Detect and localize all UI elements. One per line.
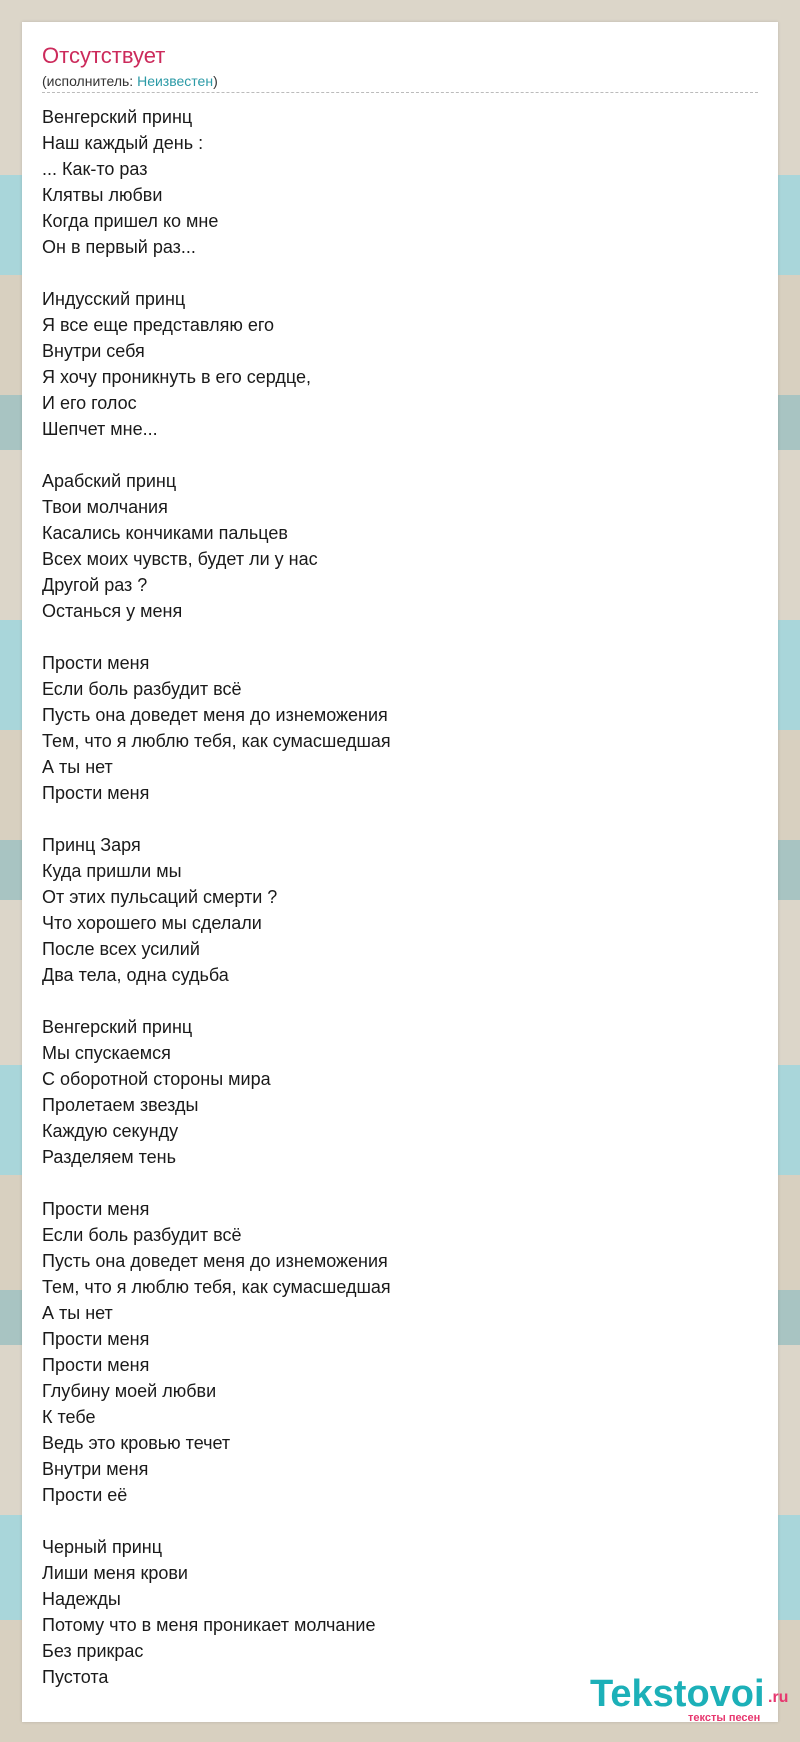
- lyric-line: Потому что в меня проникает молчание: [42, 1615, 376, 1635]
- lyric-line: Если боль разбудит всё: [42, 679, 242, 699]
- lyric-line: Надежды: [42, 1589, 121, 1609]
- stanza: [42, 104, 742, 260]
- lyric-line: Арабский принц: [42, 471, 177, 491]
- lyric-line: Пусть она доведет меня до изнеможения: [42, 705, 388, 725]
- lyric-line: Что хорошего мы сделали: [42, 913, 262, 933]
- lyric-line: Он в первый раз...: [42, 237, 196, 257]
- lyric-line: А ты нет: [42, 757, 113, 777]
- lyric-line: Мы спускаемся: [42, 1043, 171, 1063]
- lyric-line: Другой раз ?: [42, 575, 148, 595]
- lyric-line: И его голос: [42, 393, 137, 413]
- lyric-line: Шепчет мне...: [42, 419, 158, 439]
- lyric-line: Тем, что я люблю тебя, как сумасшедшая: [42, 731, 391, 751]
- lyric-line: Прости её: [42, 1485, 128, 1505]
- logo-tagline: тексты песен: [688, 1712, 761, 1724]
- lyric-line: Останься у меня: [42, 601, 183, 621]
- lyric-line: Всех моих чувств, будет ли у нас: [42, 549, 318, 569]
- lyric-line: Индусский принц: [42, 289, 186, 309]
- lyric-line: От этих пульсаций смерти ?: [42, 887, 278, 907]
- stanza: [42, 468, 742, 624]
- lyric-line: Когда пришел ко мне: [42, 211, 219, 231]
- lyric-line: Прости меня: [42, 653, 150, 673]
- lyric-line: Внутри меня: [42, 1459, 149, 1479]
- stanza: [42, 1196, 742, 1508]
- lyric-line: Прости меня: [42, 783, 150, 803]
- divider: [42, 92, 758, 93]
- lyric-line: Я все еще представляю его: [42, 315, 275, 335]
- lyric-line: Прости меня: [42, 1355, 150, 1375]
- lyric-line: Внутри себя: [42, 341, 145, 361]
- lyric-line: Принц Заря: [42, 835, 141, 855]
- lyric-line: Венгерский принц: [42, 1017, 193, 1037]
- lyric-line: Глубину моей любви: [42, 1381, 217, 1401]
- lyric-line: После всех усилий: [42, 939, 200, 959]
- lyric-line: Я хочу проникнуть в его сердце,: [42, 367, 311, 387]
- artist-suffix: ): [213, 73, 218, 89]
- lyric-line: Без прикрас: [42, 1641, 144, 1661]
- lyrics-card: [22, 22, 789, 1724]
- lyric-line: Тем, что я люблю тебя, как сумасшедшая: [42, 1277, 391, 1297]
- lyric-line: С оборотной стороны мира: [42, 1069, 271, 1089]
- artist-prefix: (исполнитель:: [42, 73, 138, 89]
- lyric-line: Каждую секунду: [42, 1121, 179, 1141]
- lyrics-text: [42, 104, 742, 1716]
- stanza: [42, 1534, 742, 1690]
- logo-main-text: Tekstovoi: [590, 1673, 765, 1715]
- lyric-line: Наш каждый день :: [42, 133, 204, 153]
- lyric-line: Касались кончиками пальцев: [42, 523, 288, 543]
- lyric-line: Черный принц: [42, 1537, 163, 1557]
- lyric-line: Пролетаем звезды: [42, 1095, 199, 1115]
- lyric-line: Лиши меня крови: [42, 1563, 188, 1583]
- lyric-line: Пусть она доведет меня до изнеможения: [42, 1251, 388, 1271]
- lyric-line: Венгерский принц: [42, 107, 193, 127]
- lyric-line: ... Как-то раз: [42, 159, 148, 179]
- stanza: [42, 1014, 742, 1170]
- lyric-line: Куда пришли мы: [42, 861, 182, 881]
- artist-line: [42, 72, 218, 90]
- artist-link[interactable]: Неизвестен: [137, 73, 214, 89]
- lyric-line: Пустота: [42, 1667, 109, 1687]
- stanza: [42, 650, 742, 806]
- stanza: [42, 832, 742, 988]
- lyric-line: Прости меня: [42, 1329, 150, 1349]
- site-logo[interactable]: [568, 1672, 798, 1724]
- logo-domain-suffix: .ru: [768, 1689, 789, 1706]
- stanza: [42, 286, 742, 442]
- lyric-line: Два тела, одна судьба: [42, 965, 229, 985]
- lyric-line: А ты нет: [42, 1303, 113, 1323]
- lyric-line: Прости меня: [42, 1199, 150, 1219]
- lyric-line: Разделяем тень: [42, 1147, 176, 1167]
- lyric-line: Ведь это кровью течет: [42, 1433, 231, 1453]
- lyric-line: Твои молчания: [42, 497, 168, 517]
- lyric-line: Если боль разбудит всё: [42, 1225, 242, 1245]
- lyric-line: К тебе: [42, 1407, 96, 1427]
- song-title: Отсутствует: [42, 43, 166, 68]
- lyric-line: Клятвы любви: [42, 185, 163, 205]
